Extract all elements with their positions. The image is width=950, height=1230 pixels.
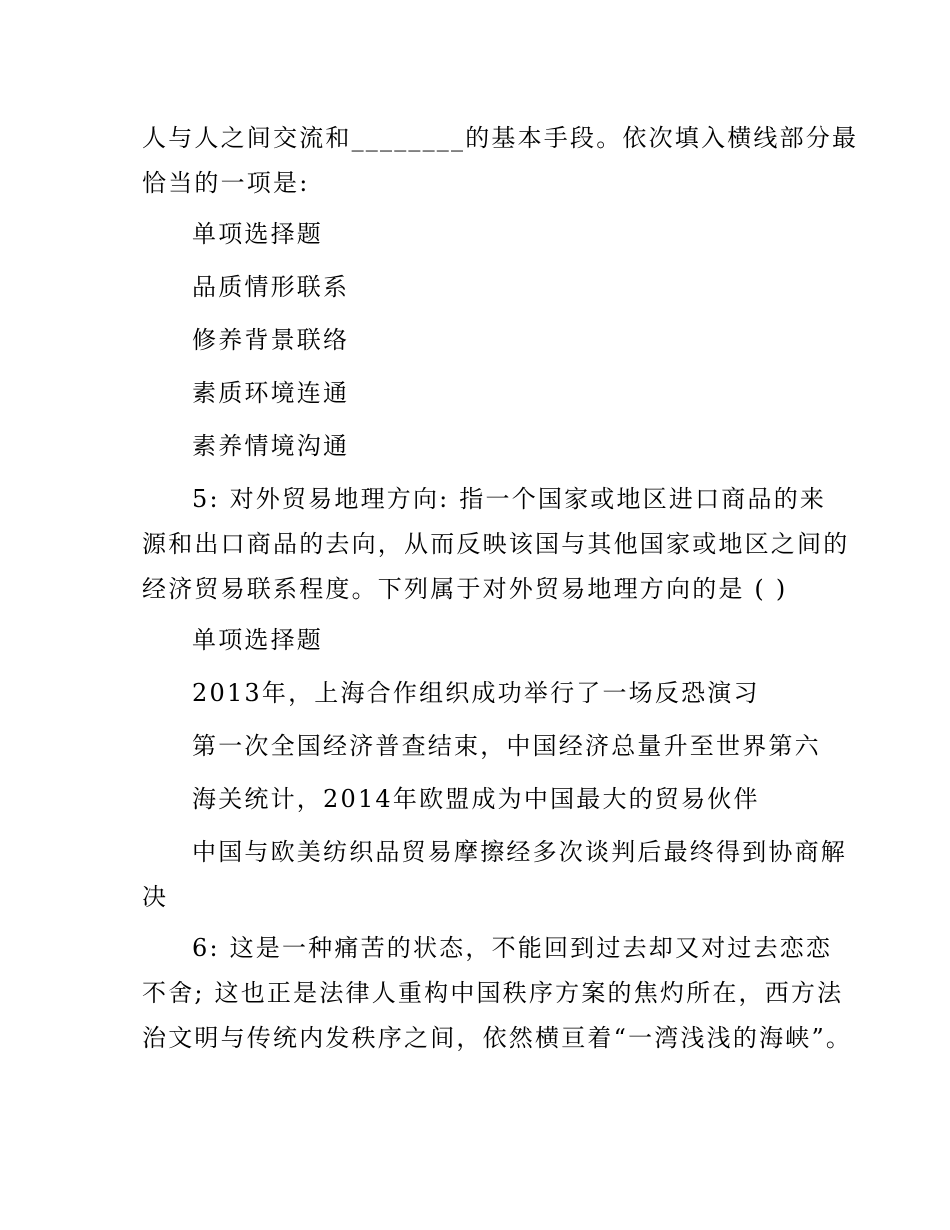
question-6-stem-line-3: 治文明与传统内发秩序之间，依然横亘着“一湾浅浅的海峡”。 bbox=[142, 1024, 853, 1052]
question-6-stem-line-1: 6: 这是一种痛苦的状态，不能回到过去却又对过去恋恋 bbox=[192, 934, 833, 962]
question-4-type-label: 单项选择题 bbox=[192, 220, 323, 248]
question-5-option-d-line-1: 中国与欧美纺织品贸易摩擦经多次谈判后最终得到协商解 bbox=[192, 838, 847, 866]
question-5-option-d-line-2: 决 bbox=[142, 883, 169, 911]
question-5-stem-line-2: 源和出口商品的去向，从而反映该国与其他国家或地区之间的 bbox=[142, 530, 850, 558]
question-5-option-c: 海关统计，2014年欧盟成为中国最大的贸易伙伴 bbox=[192, 785, 760, 813]
question-5-option-a: 2013年，上海合作组织成功举行了一场反恐演习 bbox=[192, 679, 760, 707]
question-4-option-a: 品质情形联系 bbox=[192, 273, 350, 301]
question-4-option-c: 素质环境连通 bbox=[192, 379, 350, 407]
question-4-option-b: 修养背景联络 bbox=[192, 326, 350, 354]
question-6-stem-line-2: 不舍; 这也正是法律人重构中国秩序方案的焦灼所在，西方法 bbox=[142, 979, 844, 1007]
question-5-stem-line-1: 5: 对外贸易地理方向: 指一个国家或地区进口商品的来 bbox=[192, 485, 827, 513]
question-4-stem-line-2: 恰当的一项是: bbox=[142, 169, 310, 197]
question-5-stem-line-3: 经济贸易联系程度。下列属于对外贸易地理方向的是 ( ) bbox=[142, 575, 788, 603]
question-5-type-label: 单项选择题 bbox=[192, 626, 323, 654]
question-5-option-b: 第一次全国经济普查结束，中国经济总量升至世界第六 bbox=[192, 732, 821, 760]
question-4-option-d: 素养情境沟通 bbox=[192, 432, 350, 460]
question-4-stem-line-1: 人与人之间交流和________的基本手段。依次填入横线部分最 bbox=[142, 124, 859, 152]
